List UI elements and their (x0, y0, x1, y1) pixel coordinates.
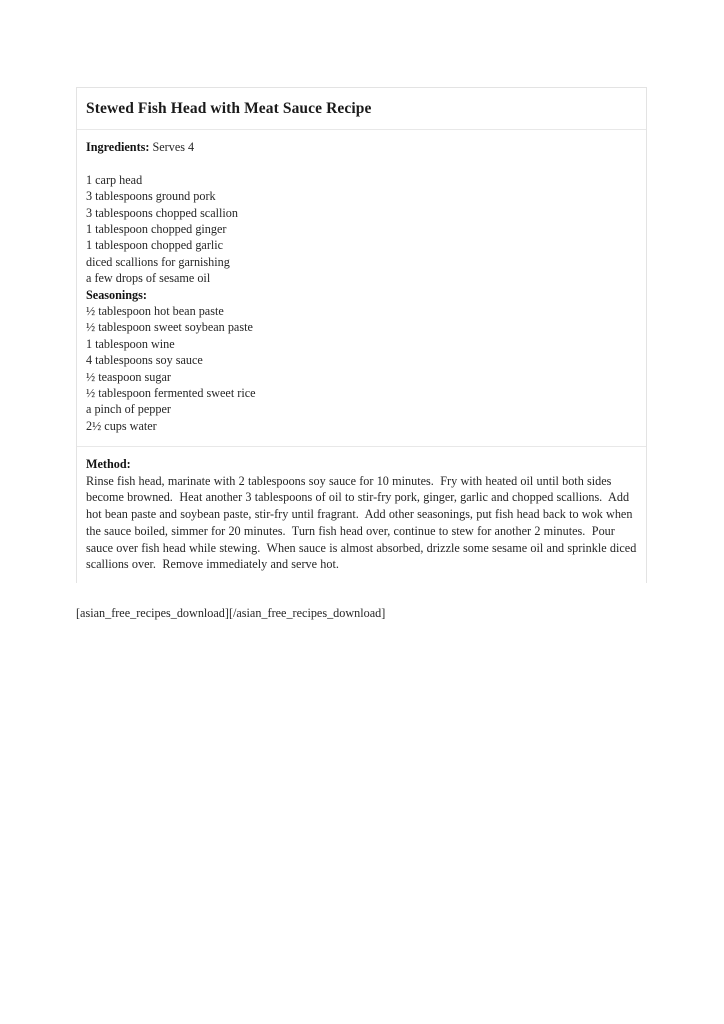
list-item: 1 tablespoon wine (86, 336, 175, 351)
list-item: ½ teaspoon sugar (86, 369, 171, 384)
seasonings-label: Seasonings: (86, 287, 147, 302)
list-item: ½ tablespoon hot bean paste (86, 304, 224, 319)
list-item: 1 tablespoon chopped ginger (86, 222, 227, 237)
list-item: ½ tablespoon sweet soybean paste (86, 320, 253, 335)
recipe-card-header (77, 88, 646, 130)
list-item: 2½ cups water (86, 418, 157, 433)
shortcode-text: [asian_free_recipes_download][/asian_free_recipes_download] (76, 606, 386, 620)
recipe-card (76, 87, 647, 583)
list-item: 4 tablespoons soy sauce (86, 353, 203, 368)
list-item: diced scallions for garnishing (86, 254, 230, 269)
method-label: Method: (86, 457, 131, 472)
list-item: a few drops of sesame oil (86, 271, 211, 286)
ingredients-section (77, 130, 646, 447)
list-item: 3 tablespoons chopped scallion (86, 205, 238, 220)
list-item: 1 carp head (86, 172, 143, 187)
list-item: a pinch of pepper (86, 402, 171, 417)
page-title: Stewed Fish Head with Meat Sauce Recipe (86, 100, 372, 117)
serves-line (86, 139, 637, 155)
list-item: 1 tablespoon chopped garlic (86, 238, 224, 253)
ingredients-list (86, 172, 637, 435)
method-section (77, 447, 646, 583)
serves-value: Serves 4 (152, 140, 195, 154)
ingredients-label: Ingredients: (86, 140, 150, 154)
list-item: ½ tablespoon fermented sweet rice (86, 386, 256, 401)
method-text: Rinse fish head, marinate with 2 tablespoons soy sauce for 10 minutes. Fry with heated oil until both sides become browned. Heat another 3 tablespoons of oil to stir-fry pork, ginger, garlic and chopped scallions. Add hot bean paste and soybean paste, stir-fry until fragrant. Add other seasonings, put fish head back to wok when the sauce boiled, simmer for 20 minutes. Turn fish head over, continue to stew for another 2 minutes. Pour sauce over fish head while stewing. When sauce is almost absorbed, drizzle some sesame oil and sprinkle diced scallions over. Remove immediately and serve hot. (86, 473, 640, 572)
list-item: 3 tablespoons ground pork (86, 189, 216, 204)
